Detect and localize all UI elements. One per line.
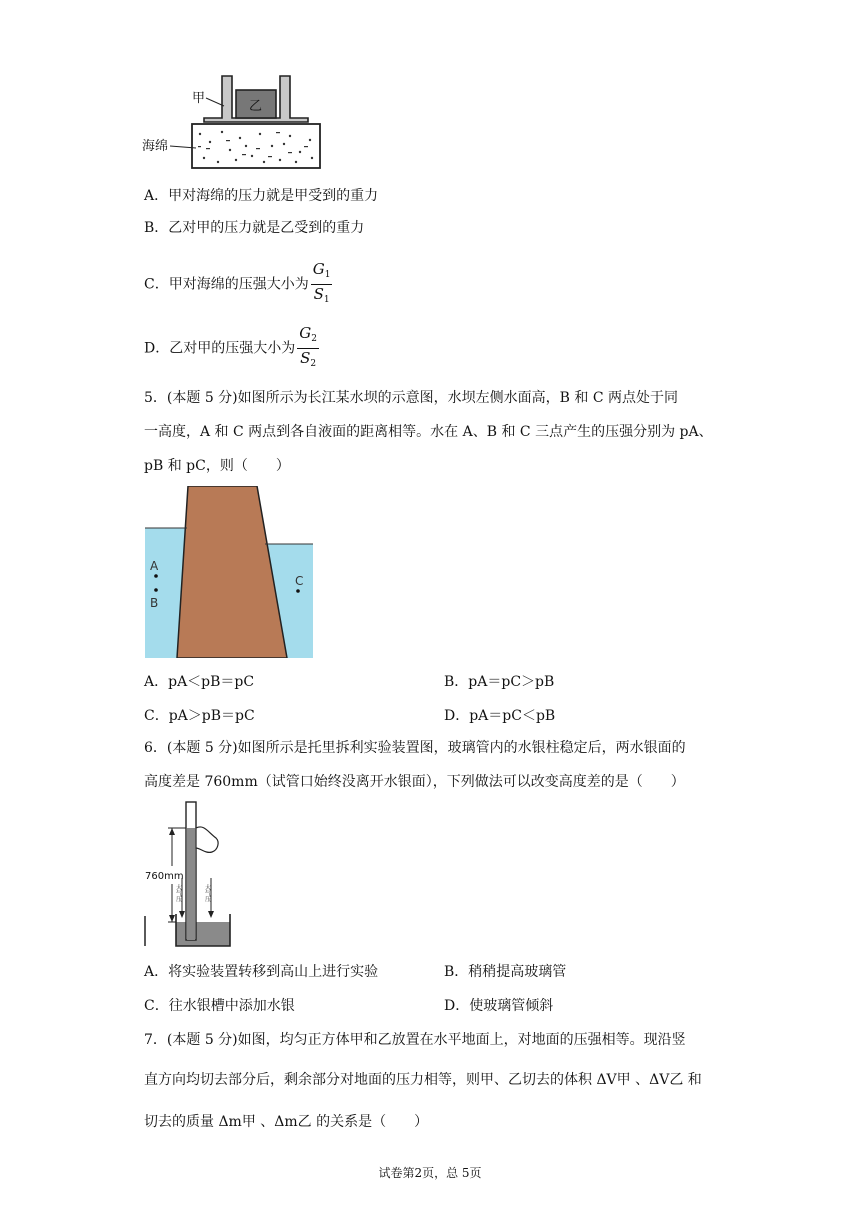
height-label: 760mm [145, 871, 184, 882]
q5-line-1: 5．(本题 5 分)如图所示为长江某水坝的示意图，水坝左侧水面高，B 和 C 两点处于同 [144, 390, 678, 406]
q4-d-fraction: $\frac{G_2}{S_2}$ [299, 324, 317, 369]
q4-option-b: B．乙对甲的压力就是乙受到的重力 [144, 220, 365, 236]
q4-option-a: A．甲对海绵的压力就是甲受到的重力 [144, 188, 379, 204]
q7-line-1: 7．(本题 5 分)如图，均匀正方体甲和乙放置在水平地面上，对地面的压强相等。现沿竖 [144, 1032, 686, 1048]
figure-dam [145, 486, 313, 658]
figure-torricelli [142, 798, 242, 950]
q6-line-1: 6．(本题 5 分)如图所示是托里拆利实验装置图，玻璃管内的水银柱稳定后，两水银面的 [144, 740, 686, 756]
q5-option-a: A．pA＜pB＝pC [144, 674, 255, 690]
figure-sponge [140, 72, 330, 172]
q6-option-c: C．往水银槽中添加水银 [144, 998, 295, 1014]
mercury-column [187, 828, 195, 940]
q5-option-b: B．pA＝pC＞pB [444, 674, 555, 690]
dam-body [177, 486, 287, 658]
q6-line-2: 高度差是 760mm（试管口始终没离开水银面），下列做法可以改变高度差的是（ ） [144, 774, 685, 790]
page-footer: 试卷第2页，总 5页 [378, 1166, 482, 1180]
q5-line-3: pB 和 pC，则（ ） [144, 458, 290, 474]
q4-c-fraction: $\frac{G_1}{S_1}$ [312, 260, 331, 305]
q6-option-d: D．使玻璃管倾斜 [444, 998, 554, 1014]
q4-option-c: C．甲对海绵的压强大小为 $\frac{G_1}{S_1}$ [144, 260, 332, 309]
q6-option-b: B．稍稍提高玻璃管 [444, 964, 567, 980]
point-a-label: A [150, 559, 159, 573]
point-a-dot [154, 574, 158, 578]
mercury-dish-fill [176, 922, 230, 946]
point-b-dot [154, 588, 158, 592]
point-b-label: B [150, 596, 159, 610]
q5-option-c: C．pA＞pB＝pC [144, 708, 255, 724]
q5-line-2: 一高度，A 和 C 两点到各自液面的距离相等。水在 A、B 和 C 三点产生的压强分别为 pA、 [144, 424, 713, 440]
sponge-box [192, 124, 320, 168]
q7-line-2: 直方向均切去部分后，剩余部分对地面的压力相等，则甲、乙切去的体积 ΔV甲 、ΔV乙 和 [144, 1072, 702, 1088]
q5-option-d: D．pA＝pC＜pB [444, 708, 556, 724]
q4-option-d: D．乙对甲的压强大小为 $\frac{G_2}{S_2}$ [144, 324, 319, 373]
label-jia: 甲 [192, 91, 206, 106]
hand [196, 827, 218, 852]
label-sponge: 海绵 [142, 139, 169, 154]
q6-option-a: A．将实验装置转移到高山上进行实验 [144, 964, 379, 980]
pressure-label-right: 大气压 [203, 884, 211, 902]
pressure-label-left: 大气压 [174, 884, 182, 902]
label-yi: 乙 [249, 99, 263, 114]
point-c-label: C [295, 574, 304, 588]
point-c-dot [296, 589, 300, 593]
q7-line-3: 切去的质量 Δm甲 、Δm乙 的关系是（ ） [144, 1114, 429, 1130]
